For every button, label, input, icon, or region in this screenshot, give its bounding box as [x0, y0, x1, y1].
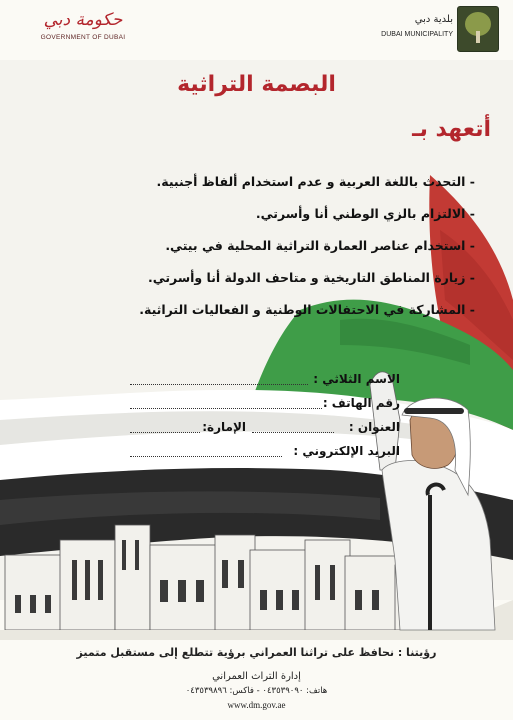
contact-numbers: هاتف: ٠٤٣٥٣٩٠٩٠ - فاكس: ٠٤٣٥٣٩٨٩٦: [185, 686, 328, 696]
website-link[interactable]: www.dm.gov.ae: [227, 700, 286, 710]
email-line[interactable]: [130, 446, 282, 457]
pledge-item: - المشاركة في الاحتفالات الوطنية و الفعاليات التراثية.: [139, 302, 475, 317]
name-line[interactable]: [130, 374, 308, 385]
department-name: إدارة التراث العمراني: [212, 671, 301, 682]
email-field[interactable]: [80, 440, 400, 464]
pledge-item: - استخدام عناصر العمارة التراثية المحلية في بيتي.: [165, 238, 475, 253]
government-logo-arabic: حكومة دبي: [43, 10, 123, 30]
dubai-municipality-emblem-icon: [457, 6, 499, 52]
dubai-municipality-logo: [349, 6, 499, 56]
emirate-label: الإمارة:: [202, 420, 246, 434]
email-label: البريد الإلكتروني :: [293, 444, 400, 458]
government-logo-english: GOVERNMENT OF DUBAI: [40, 34, 126, 41]
pledge-heading: أتعهد بـ: [412, 117, 491, 142]
page-title: البصمة التراثية: [177, 72, 336, 97]
phone-field[interactable]: [80, 392, 400, 416]
municipality-logo-arabic: بلدية دبي: [414, 14, 453, 25]
phone-label: رقم الهاتف :: [322, 396, 400, 410]
municipality-logo-english: DUBAI MUNICIPALITY: [381, 31, 453, 38]
header: [0, 0, 513, 62]
pledge-list: [35, 172, 475, 332]
name-field[interactable]: [80, 368, 400, 392]
address-label: العنوان :: [348, 420, 400, 434]
address-field[interactable]: [80, 416, 400, 440]
pledge-form: [80, 368, 400, 464]
vision-slogan: رؤيتنا : نحافظ على تراثنا العمراني برؤية تتطلع إلى مستقبل متميز: [76, 646, 437, 659]
pledge-item: - الالتزام بالزي الوطني أنا وأسرتي.: [255, 206, 475, 221]
pledge-item: - التحدث باللغة العربية و عدم استخدام ألفاظ أجنبية.: [156, 174, 475, 189]
pledge-item: - زيارة المناطق التاريخية و متاحف الدولة أنا وأسرتي.: [147, 270, 475, 285]
address-line[interactable]: [252, 422, 334, 433]
government-of-dubai-logo: [28, 10, 138, 41]
emirate-line[interactable]: [130, 422, 200, 433]
phone-line[interactable]: [130, 398, 322, 409]
name-label: الاسم الثلاثي :: [313, 372, 400, 386]
